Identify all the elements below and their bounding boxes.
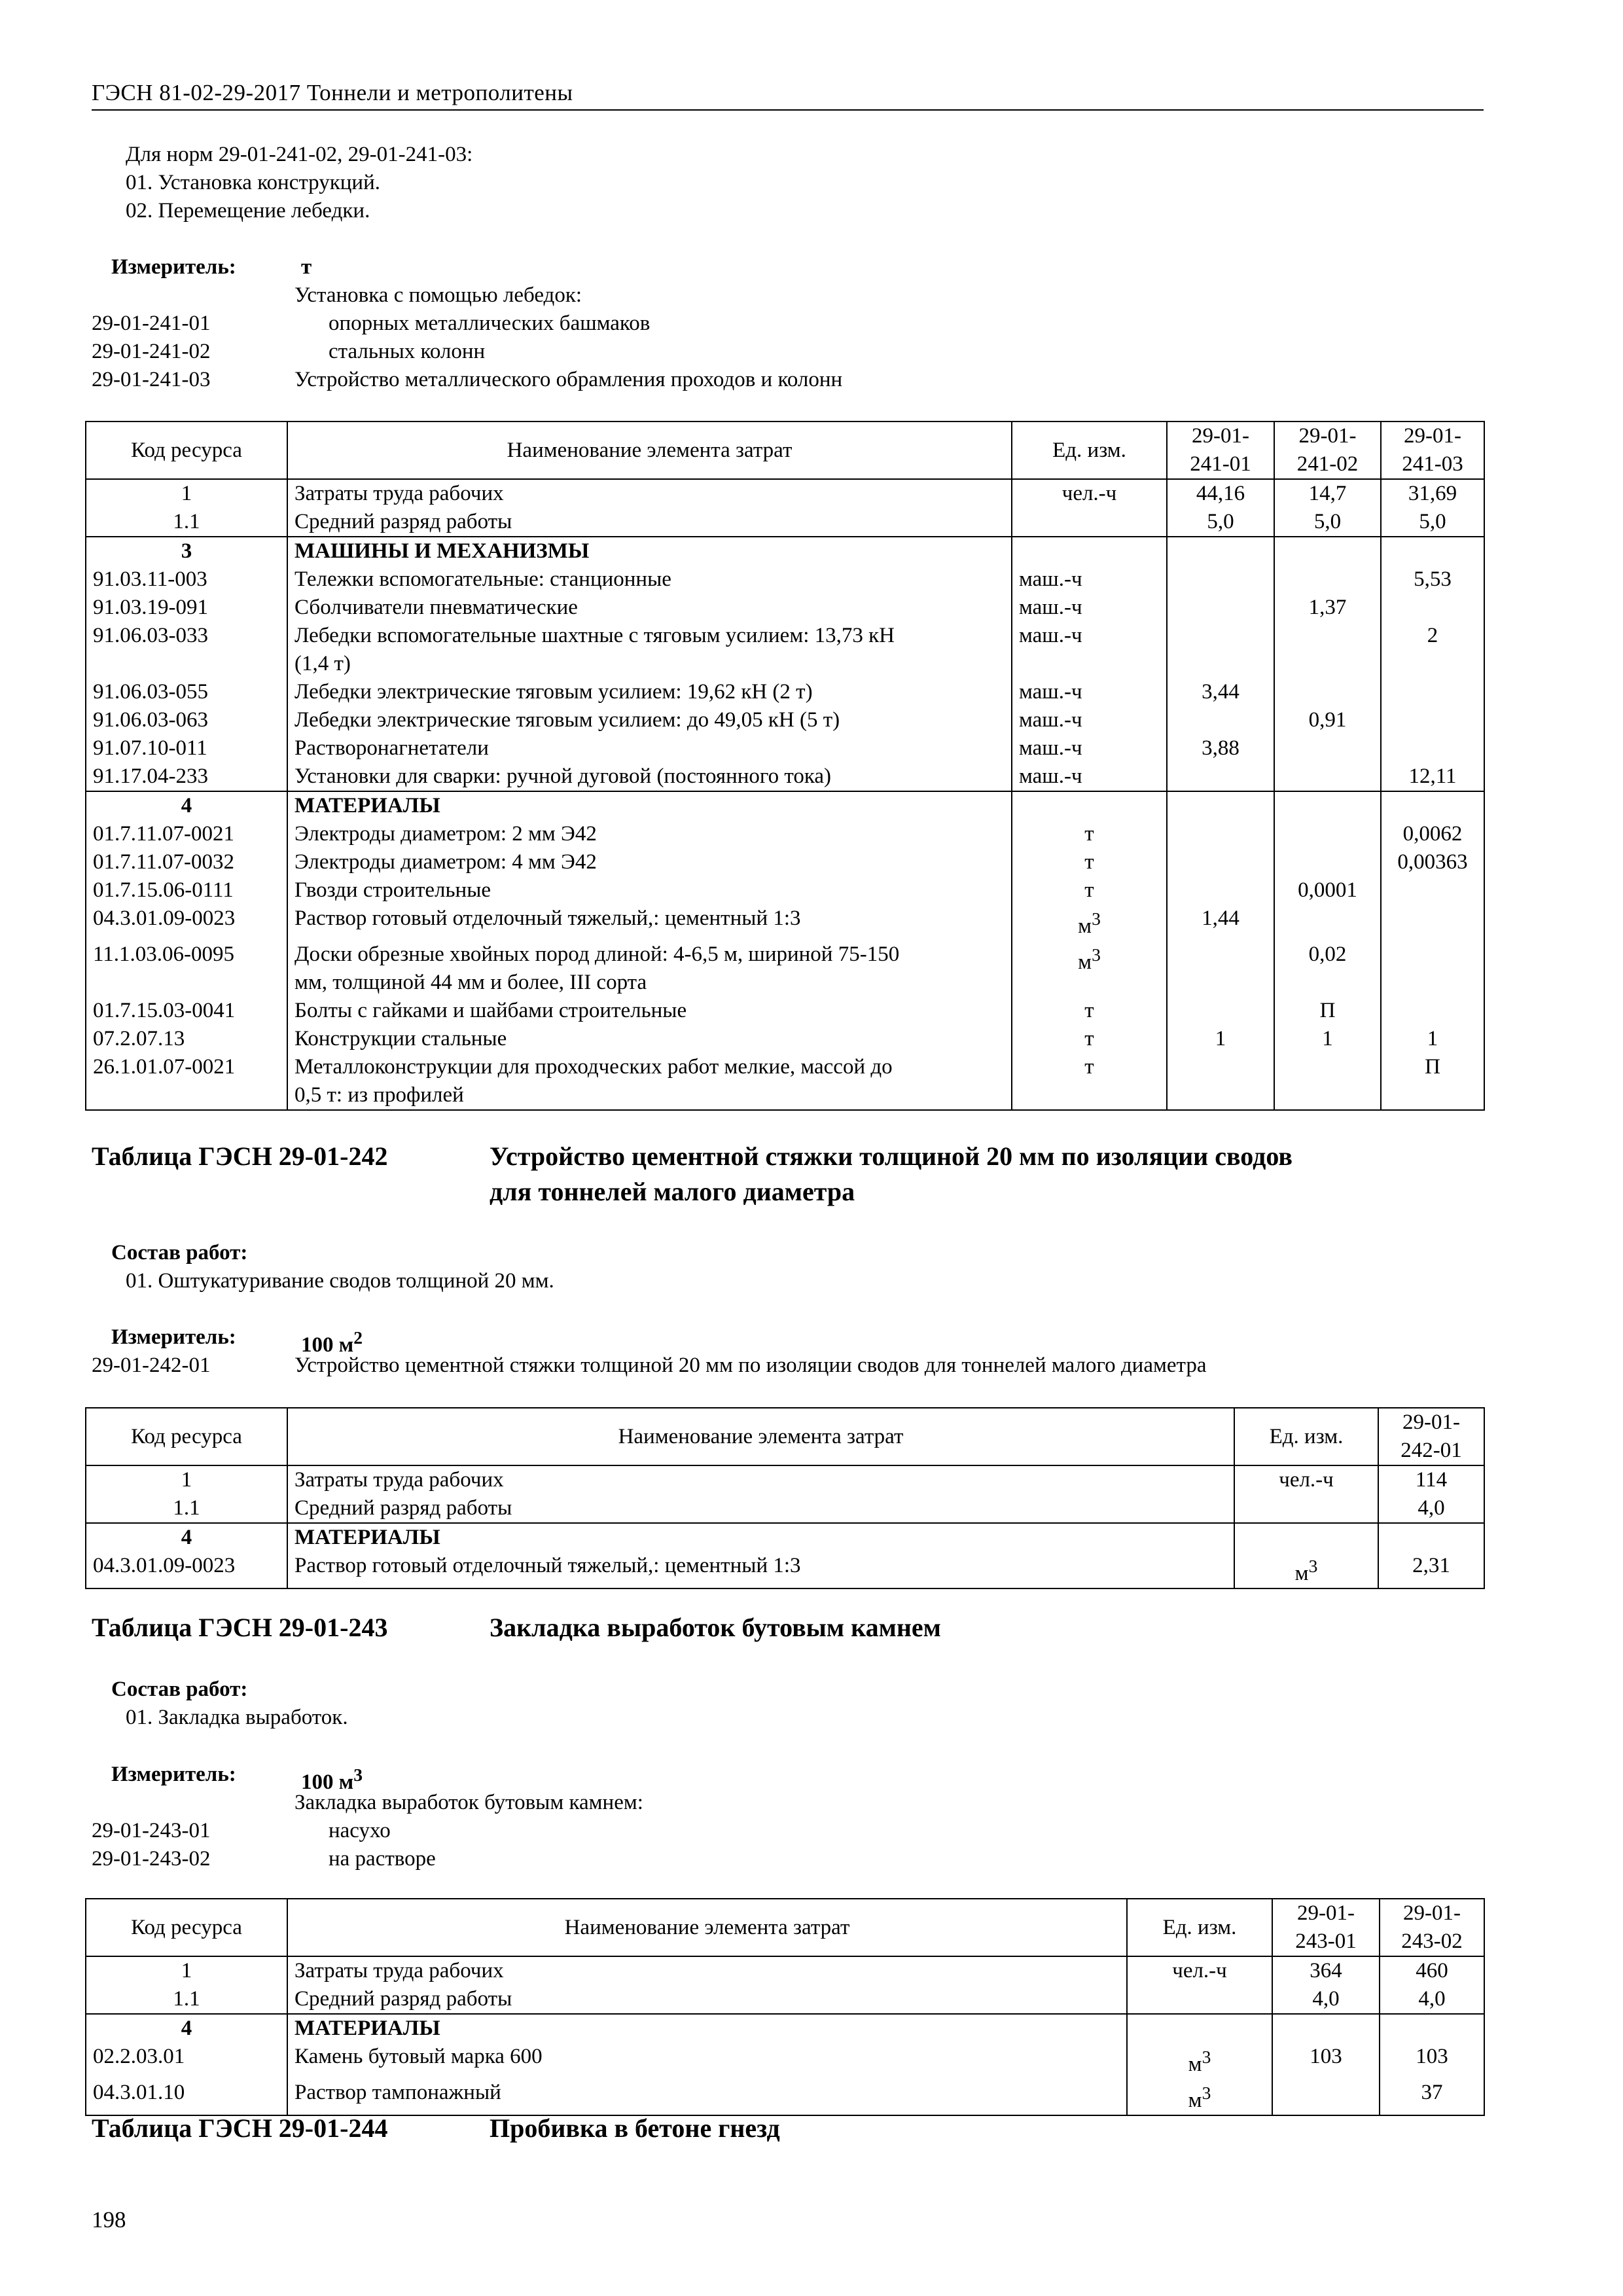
table-row: 91.06.03-033 Лебедки вспомогательные шахтные с тяговым усилием: 13,73 кН (1,4 т) маш.-ч 2 [86,622,1484,678]
composition-item: 02. Перемещение лебедки. [126,199,370,223]
table-row: 91.07.10-011 Растворонагнетатели маш.-ч 3,88 [86,734,1484,762]
table-row: 91.06.03-055 Лебедки электрические тяговым усилием: 19,62 кН (2 т) маш.-ч 3,44 [86,678,1484,706]
measure-unit: 100 $м^3$ [301,1765,363,1794]
norm-code: 29-01-243-01 [92,1819,211,1842]
table-row: 01.7.15.06-0111 Гвозди строительные т 0,0001 [86,876,1484,905]
composition-intro: Для норм 29-01-241-02, 29-01-241-03: [126,143,473,166]
table-row: 04.3.01.09-0023 Раствор готовый отделочный тяжелый,: цементный 1:3 $м^3$ 1,44 [86,905,1484,941]
table-label-244: Таблица ГЭСН 29-01-244 [92,2113,388,2143]
page-number: 198 [92,2207,126,2233]
table-row: 91.03.19-091 Сболчиватели пневматические маш.-ч 1,37 [86,594,1484,622]
table-row: 04.3.01.09-0023 Раствор готовый отделочный тяжелый,: цементный 1:3 $м^3$ 2,31 [86,1552,1484,1588]
table-header-row: Код ресурса Наименование элемента затрат Ед. изм. 29-01- 243-01 29-01- 243-02 [86,1899,1484,1956]
table-row: 01.7.11.07-0032 Электроды диаметром: 4 мм Э42 т 0,00363 [86,848,1484,876]
measure-subtitle: Установка с помощью лебедок: [294,283,582,307]
table-row: 3 МАШИНЫ И МЕХАНИЗМЫ [86,537,1484,565]
table-row: 4 МАТЕРИАЛЫ [86,1523,1484,1552]
norm-code: 29-01-243-02 [92,1847,211,1871]
measure-unit: т [301,255,312,279]
header-name: Наименование элемента затрат [287,422,1012,479]
composition-label: Состав работ: [111,1677,248,1701]
measure-label: Измеритель: [111,255,236,279]
table-row: 1.1 Средний разряд работы 5,0 5,0 5,0 [86,508,1484,537]
measure-block-241 [92,253,842,394]
composition-item: 01. Установка конструкций. [126,171,381,194]
composition-item: 01. Закладка выработок. [126,1706,348,1729]
table-label-242: Таблица ГЭСН 29-01-242 [92,1141,388,1171]
table-row: 1.1 Средний разряд работы 4,0 4,0 [86,1985,1484,2014]
measure-subtitle: Закладка выработок бутовым камнем: [294,1791,643,1814]
work-composition-241 [126,141,473,225]
norm-code: 29-01-241-03 [92,368,211,391]
measure-block-243 [92,1761,643,1873]
composition-label: Состав работ: [111,1241,248,1265]
composition-item: 01. Оштукатуривание сводов толщиной 20 мм. [126,1269,554,1293]
table-label-243: Таблица ГЭСН 29-01-243 [92,1613,388,1642]
header-code: Код ресурса [86,422,287,479]
running-header: ГЭСН 81-02-29-2017 Тоннели и метрополитены [92,80,573,105]
norm-text: Устройство цементной стяжки толщиной 20 мм по изоляции сводов для тоннелей малого диаметра [294,1354,1207,1377]
header-col-1: 29-01- 241-01 [1167,422,1274,479]
table-row: 91.03.11-003 Тележки вспомогательные: станционные маш.-ч 5,53 [86,565,1484,594]
norm-text: опорных металлических башмаков [329,312,651,335]
table-row: 91.17.04-233 Установки для сварки: ручной дуговой (постоянного тока) маш.-ч 12,11 [86,762,1484,791]
table-row: 01.7.11.07-0021 Электроды диаметром: 2 мм Э42 т 0,0062 [86,820,1484,848]
measure-label: Измеритель: [111,1763,236,1786]
norm-code: 29-01-241-02 [92,340,211,363]
norm-text: стальных колонн [329,340,486,363]
resource-table-243 [85,1898,1485,2116]
norm-text: насухо [329,1819,391,1842]
measure-block-242 [92,1323,1207,1380]
header-col-3: 29-01- 241-03 [1381,422,1484,479]
table-row: 1 Затраты труда рабочих чел.-ч 364 460 [86,1956,1484,1985]
norm-text: Устройство металлического обрамления проходов и колонн [294,368,843,391]
norm-code: 29-01-242-01 [92,1354,211,1377]
header-unit: Ед. изм. [1012,422,1167,479]
table-row: 1.1 Средний разряд работы 4,0 [86,1494,1484,1523]
table-header-row [86,422,1484,479]
measure-label: Измеритель: [111,1325,236,1349]
table-row: 04.3.01.10 Раствор тампонажный $м^3$ 37 [86,2079,1484,2115]
table-row: 4 МАТЕРИАЛЫ [86,791,1484,820]
table-row: 07.2.07.13 Конструкции стальные т 1 1 1 [86,1025,1484,1053]
table-row: 91.06.03-063 Лебедки электрические тяговым усилием: до 49,05 кН (5 т) маш.-ч 0,91 [86,706,1484,734]
table-title-242: Устройство цементной стяжки толщиной 20 мм по изоляции сводов для тоннелей малого диаметра [490,1141,1293,1206]
norm-code: 29-01-241-01 [92,312,211,335]
table-row: 01.7.15.03-0041 Болты с гайками и шайбами строительные т П [86,997,1484,1025]
table-row: 4 МАТЕРИАЛЫ [86,2014,1484,2043]
measure-unit: 100 $м^2$ [301,1327,363,1357]
resource-table-241 [85,421,1485,1111]
table-row: 02.2.03.01 Камень бутовый марка 600 $м^3$ 103 103 [86,2043,1484,2079]
header-col-2: 29-01- 241-02 [1274,422,1381,479]
table-header-row: Код ресурса Наименование элемента затрат Ед. изм. 29-01- 242-01 [86,1408,1484,1465]
table-row: 1 Затраты труда рабочих чел.-ч 114 [86,1465,1484,1494]
table-row: 1 Затраты труда рабочих чел.-ч 44,16 14,7 31,69 [86,479,1484,508]
table-row: 11.1.03.06-0095 Доски обрезные хвойных пород длиной: 4-6,5 м, шириной 75-150 мм, толщиной 44 мм и более, III сорта $м^3$ 0,02 [86,941,1484,997]
norm-text: на растворе [329,1847,436,1871]
table-title-243: Закладка выработок бутовым камнем [490,1613,941,1642]
table-row: 26.1.01.07-0021 Металлоконструкции для проходческих работ мелкие, массой до 0,5 т: из профилей т П [86,1053,1484,1110]
header-rule [92,109,1484,111]
table-title-244: Пробивка в бетоне гнезд [490,2113,780,2143]
resource-table-242 [85,1407,1485,1589]
